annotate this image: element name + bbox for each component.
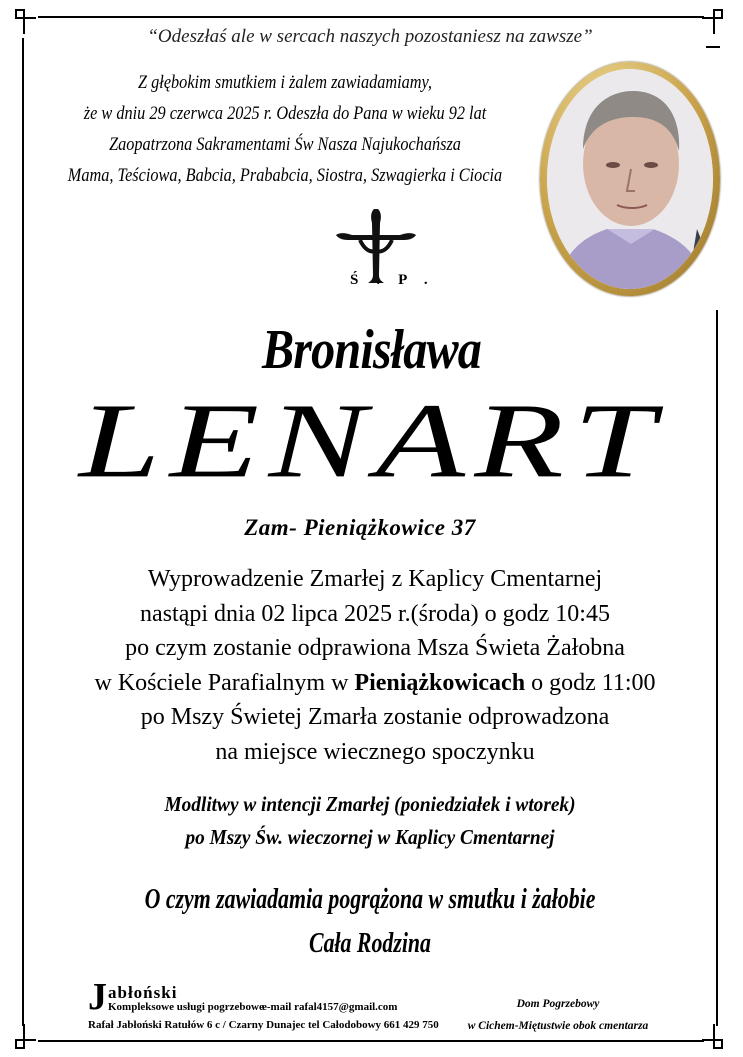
funeral-home-location bbox=[448, 993, 668, 1037]
ceremony-line: po Mszy Świetej Zmarła zostanie odprowadzona bbox=[140, 704, 610, 730]
family-signature: Cała Rodzina bbox=[309, 928, 431, 959]
frame-left-line bbox=[22, 38, 24, 1026]
deceased-first-name: Bronisława bbox=[262, 319, 481, 381]
portrait-frame bbox=[540, 62, 720, 296]
announcement-line: że w dniu 29 czerwca 2025 r. Odeszła do Pana w wieku 92 lat bbox=[83, 104, 487, 124]
ceremony-line bbox=[30, 666, 720, 701]
announcement-line: Z głębokim smutkiem i żalem zawiadamiamy, bbox=[138, 73, 432, 93]
corner-dash-top-right bbox=[706, 46, 720, 48]
funeral-home-logo-initial: J bbox=[88, 976, 107, 1018]
frame-bottom-line bbox=[38, 1040, 704, 1042]
ceremony-line: po czym zostanie odprawiona Msza Świeta Żałobna bbox=[125, 635, 625, 661]
corner-ornament-bottom-left bbox=[10, 1022, 38, 1050]
prayers-info bbox=[85, 788, 655, 854]
initials-sp: Ś.P. bbox=[350, 272, 446, 288]
announcement-text bbox=[61, 68, 510, 192]
closing-statement bbox=[113, 878, 628, 966]
ceremony-line: Wyprowadzenie Zmarłej z Kaplicy Cmentarnej bbox=[147, 566, 603, 592]
portrait-image bbox=[547, 69, 713, 289]
corner-ornament-top-left bbox=[10, 8, 38, 36]
prayers-line: Modlitwy w intencji Zmarłej (poniedziałek i wtorek) bbox=[164, 792, 576, 816]
corner-ornament-top-right bbox=[700, 8, 728, 36]
memorial-quote: “Odeszłaś ale w sercach naszych pozostaniesz na zawsze” bbox=[147, 26, 593, 47]
deceased-surname: LENART bbox=[78, 381, 665, 500]
funeral-ceremony-details bbox=[30, 562, 720, 769]
church-location: Pieniążkowicach bbox=[354, 669, 526, 696]
funeral-home-title: Dom Pogrzebowy bbox=[516, 998, 600, 1010]
frame-top-line bbox=[38, 16, 704, 18]
contact-email: e-mail rafal4157@gmail.com bbox=[262, 1001, 398, 1013]
contact-address-phone: Rafał Jabłoński Ratułów 6 c / Czarny Dunajec tel Całodobowy 661 429 750 bbox=[88, 1019, 439, 1031]
portrait-photo bbox=[547, 69, 713, 289]
corner-ornament-bottom-right bbox=[700, 1022, 728, 1050]
funeral-services-label: Kompleksowe usługi pogrzebowe bbox=[108, 1001, 264, 1013]
ceremony-line-part: w Kościele Parafialnym w bbox=[94, 669, 355, 696]
closing-line: O czym zawiadamia pogrążona w smutku i żałobie bbox=[144, 884, 596, 915]
ceremony-line: nastąpi dnia 02 lipca 2025 r.(środa) o godz 10:45 bbox=[140, 600, 610, 627]
prayers-line: po Mszy Św. wieczornej w Kaplicy Cmentarnej bbox=[185, 825, 555, 849]
residence-address: Zam- Pieniążkowice 37 bbox=[244, 515, 476, 540]
announcement-line: Mama, Teściowa, Babcia, Prababcia, Siostra, Szwagierka i Ciocia bbox=[67, 166, 503, 186]
ceremony-line-part: o godz 11:00 bbox=[525, 669, 656, 696]
announcement-line: Zaopatrzona Sakramentami Św Nasza Najukochańsza bbox=[109, 135, 461, 155]
funeral-home-logo-name: abłoński bbox=[108, 983, 178, 1002]
ceremony-line: na miejsce wiecznego spoczynku bbox=[215, 738, 535, 765]
funeral-home-address: w Cichem-Miętustwie obok cmentarza bbox=[467, 1020, 649, 1032]
